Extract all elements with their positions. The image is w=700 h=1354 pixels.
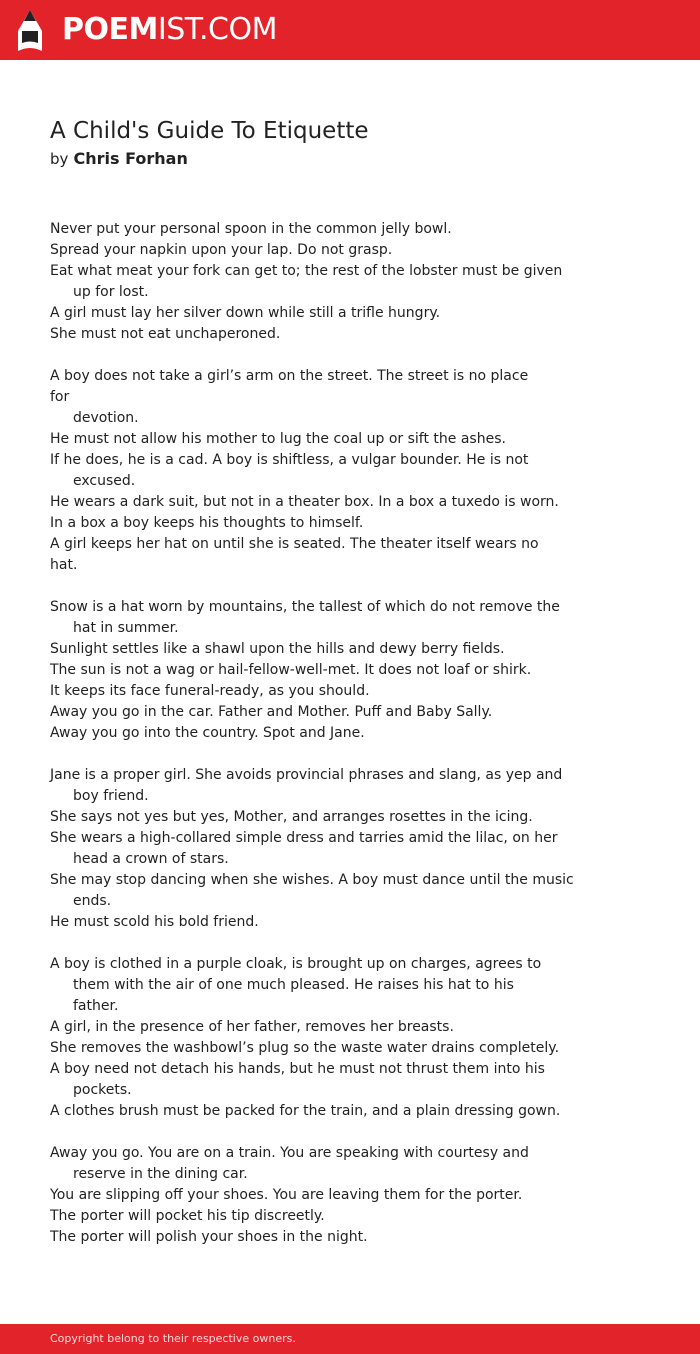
poem-line: Eat what meat your fork can get to; the rest of the lobster must be given xyxy=(50,263,563,279)
poem-line: She says not yes but yes, Mother, and arranges rosettes in the icing. xyxy=(50,809,533,825)
poem-line: Jane is a proper girl. She avoids provincial phrases and slang, as yep and xyxy=(50,767,563,783)
poem-line: devotion. xyxy=(73,410,139,426)
poem-line: father. xyxy=(73,998,119,1014)
site-logo[interactable] xyxy=(62,12,277,48)
poem-line: A girl must lay her silver down while still a trifle hungry. xyxy=(50,305,441,321)
poem-line: A boy need not detach his hands, but he must not thrust them into his xyxy=(50,1061,545,1077)
poem-line: boy friend. xyxy=(73,788,149,804)
poem-stanza xyxy=(50,954,650,1122)
poem-line: If he does, he is a cad. A boy is shiftless, a vulgar bounder. He is not xyxy=(50,452,529,468)
byline-prefix: by xyxy=(50,150,69,168)
poem-line: The sun is not a wag or hail-fellow-well-met. It does not loaf or shirk. xyxy=(50,662,532,678)
poem-line: for xyxy=(50,389,70,405)
poem-line: them with the air of one much pleased. He raises his hat to his xyxy=(73,977,514,993)
copyright-text: Copyright belong to their respective owners. xyxy=(50,1332,296,1345)
poem-line: Away you go in the car. Father and Mother. Puff and Baby Sally. xyxy=(50,704,493,720)
poem-line: A girl keeps her hat on until she is seated. The theater itself wears no xyxy=(50,536,539,552)
poem-line: pockets. xyxy=(73,1082,132,1098)
poem-line: Snow is a hat worn by mountains, the tallest of which do not remove the xyxy=(50,599,560,615)
poem-line: She wears a high-collared simple dress and tarries amid the lilac, on her xyxy=(50,830,558,846)
poem-line: The porter will pocket his tip discreetly. xyxy=(50,1208,325,1224)
poem-title: A Child's Guide To Etiquette xyxy=(50,118,369,144)
poem-line: A girl, in the presence of her father, removes her breasts. xyxy=(50,1019,454,1035)
poem-line: up for lost. xyxy=(73,284,149,300)
poem-line: He wears a dark suit, but not in a theater box. In a box a tuxedo is worn. xyxy=(50,494,559,510)
author-name: Chris Forhan xyxy=(73,149,188,168)
poem-line: You are slipping off your shoes. You are leaving them for the porter. xyxy=(50,1187,523,1203)
poem-line: head a crown of stars. xyxy=(73,851,229,867)
poem-line: The porter will polish your shoes in the night. xyxy=(50,1229,368,1245)
poem-line: She removes the washbowl’s plug so the waste water drains completely. xyxy=(50,1040,560,1056)
poem-line: She must not eat unchaperoned. xyxy=(50,326,281,342)
logo-light-text: IST.COM xyxy=(157,12,277,47)
site-footer xyxy=(0,1324,700,1354)
poem-line: She may stop dancing when she wishes. A boy must dance until the music xyxy=(50,872,574,888)
poem-stanza xyxy=(50,219,650,345)
poem-line: A boy does not take a girl’s arm on the street. The street is no place xyxy=(50,368,529,384)
poem-line: hat. xyxy=(50,557,78,573)
poem-line: He must scold his bold friend. xyxy=(50,914,259,930)
poem-line: hat in summer. xyxy=(73,620,179,636)
poem-line: In a box a boy keeps his thoughts to himself. xyxy=(50,515,364,531)
poem-line: Away you go. You are on a train. You are speaking with courtesy and xyxy=(50,1145,529,1161)
logo-bold-text: POEM xyxy=(62,12,158,47)
poem-line: Never put your personal spoon in the common jelly bowl. xyxy=(50,221,452,237)
poem-line: Sunlight settles like a shawl upon the hills and dewy berry fields. xyxy=(50,641,505,657)
poem-body xyxy=(50,219,650,1269)
poem-line: Spread your napkin upon your lap. Do not grasp. xyxy=(50,242,393,258)
poem-line: excused. xyxy=(73,473,136,489)
site-header xyxy=(0,0,700,60)
poem-line: ends. xyxy=(73,893,112,909)
poem-line: Away you go into the country. Spot and Jane. xyxy=(50,725,365,741)
poem-stanza xyxy=(50,597,650,744)
poem-line: A boy is clothed in a purple cloak, is brought up on charges, agrees to xyxy=(50,956,542,972)
poem-line: He must not allow his mother to lug the coal up or sift the ashes. xyxy=(50,431,506,447)
pencil-icon xyxy=(17,10,43,52)
poem-line: It keeps its face funeral-ready, as you should. xyxy=(50,683,370,699)
poem-stanza xyxy=(50,366,650,576)
byline xyxy=(50,149,188,169)
poem-line: reserve in the dining car. xyxy=(73,1166,248,1182)
poem-stanza xyxy=(50,1143,650,1248)
poem-stanza xyxy=(50,765,650,933)
poem-line: A clothes brush must be packed for the train, and a plain dressing gown. xyxy=(50,1103,561,1119)
